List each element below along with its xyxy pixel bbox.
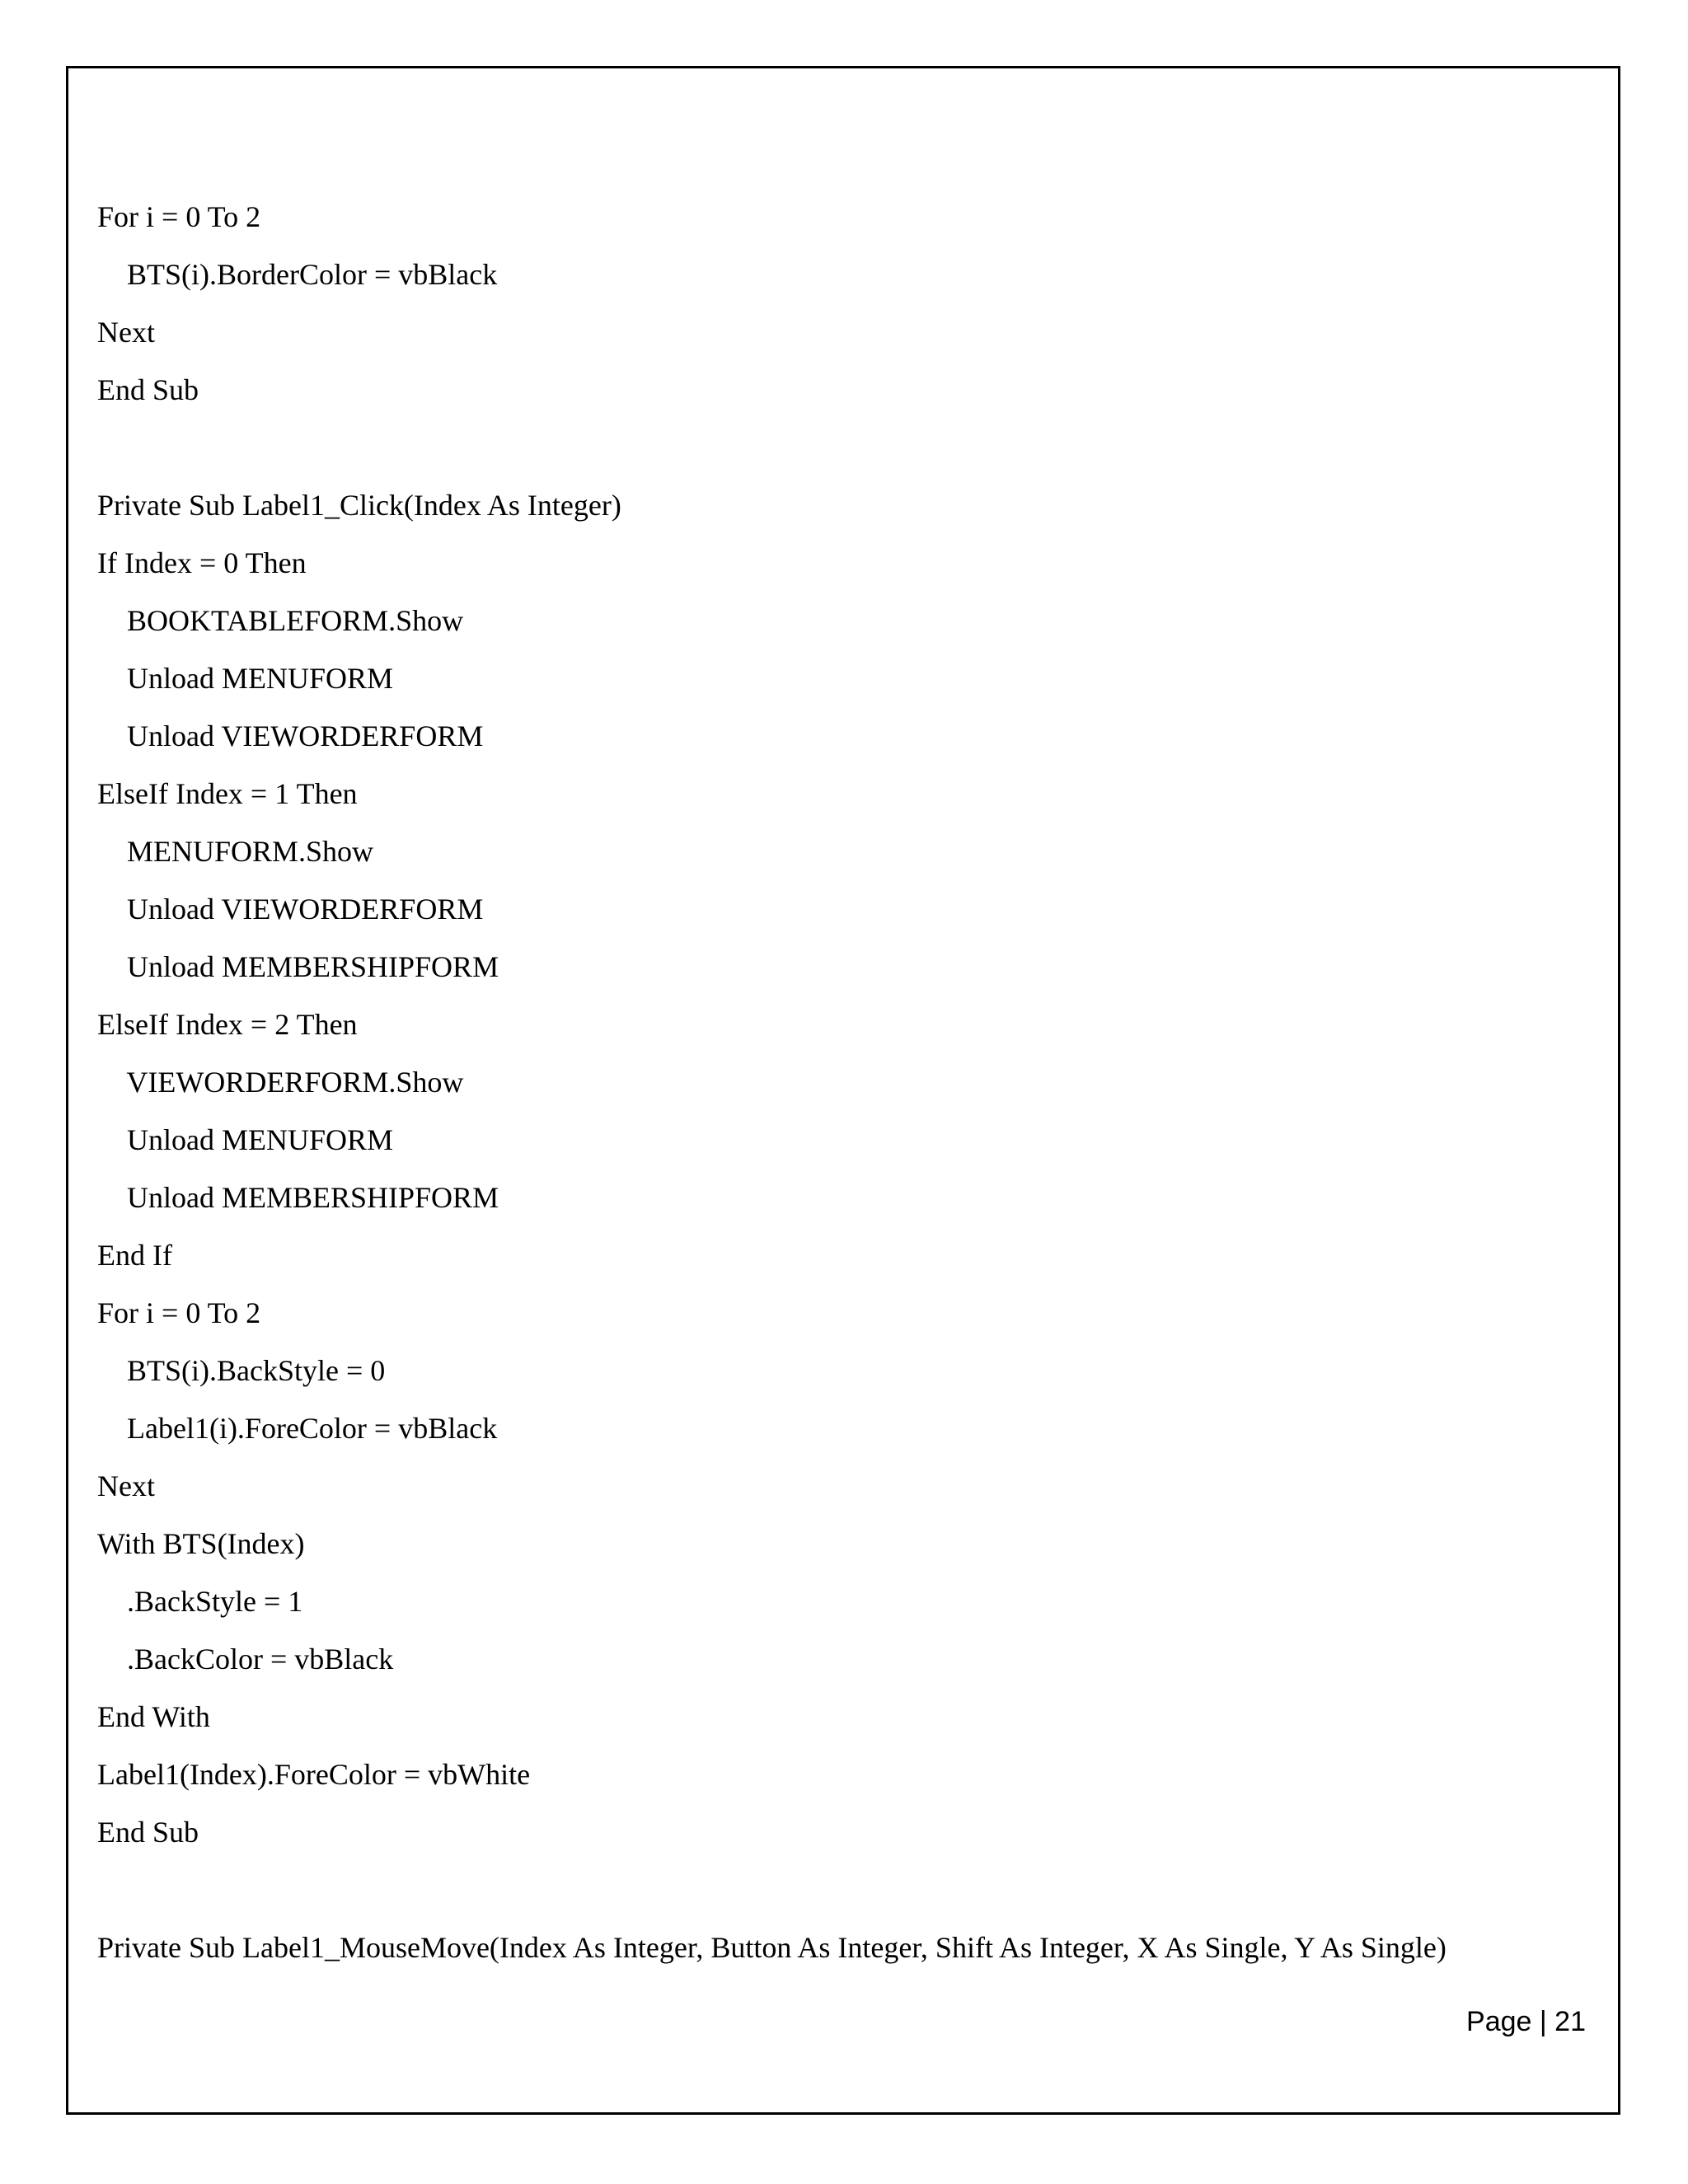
code-line: Unload MENUFORM xyxy=(97,662,394,695)
code-line: BOOKTABLEFORM.Show xyxy=(97,604,464,637)
code-line: ElseIf Index = 2 Then xyxy=(97,1008,358,1041)
blank-line xyxy=(97,423,1447,480)
code-line: For i = 0 To 2 xyxy=(97,1296,261,1329)
code-line: End If xyxy=(97,1239,172,1272)
code-block xyxy=(97,192,1447,1980)
code-line: With BTS(Index) xyxy=(97,1527,305,1560)
code-line: Unload MEMBERSHIPFORM xyxy=(97,1181,499,1214)
code-line: Next xyxy=(97,316,155,349)
code-line: End Sub xyxy=(97,1816,199,1849)
code-line: .BackStyle = 1 xyxy=(97,1585,303,1618)
code-line: ElseIf Index = 1 Then xyxy=(97,777,358,810)
code-line: .BackColor = vbBlack xyxy=(97,1643,394,1675)
code-line: Unload VIEWORDERFORM xyxy=(97,893,484,926)
code-line: Next xyxy=(97,1469,155,1502)
code-line: BTS(i).BackStyle = 0 xyxy=(97,1354,386,1387)
code-line: End Sub xyxy=(97,373,199,406)
code-line: End With xyxy=(97,1700,210,1733)
code-line: Unload MEMBERSHIPFORM xyxy=(97,950,499,983)
code-line: MENUFORM.Show xyxy=(97,835,374,868)
code-line: BTS(i).BorderColor = vbBlack xyxy=(97,258,498,291)
code-line: For i = 0 To 2 xyxy=(97,200,261,233)
code-line: Label1(Index).ForeColor = vbWhite xyxy=(97,1758,531,1791)
code-line: Label1(i).ForeColor = vbBlack xyxy=(97,1412,498,1445)
code-line: VIEWORDERFORM.Show xyxy=(97,1066,464,1099)
code-line: Unload VIEWORDERFORM xyxy=(97,719,484,752)
code-line: Unload MENUFORM xyxy=(97,1123,394,1156)
blank-line xyxy=(97,1865,1447,1923)
code-line: Private Sub Label1_MouseMove(Index As Integer, Button As Integer, Shift As Integer, X As Single, Y As Single) xyxy=(97,1931,1447,1964)
code-line: Private Sub Label1_Click(Index As Integer) xyxy=(97,489,621,522)
page-number: Page | 21 xyxy=(1466,2006,1586,2037)
code-line: If Index = 0 Then xyxy=(97,546,307,579)
